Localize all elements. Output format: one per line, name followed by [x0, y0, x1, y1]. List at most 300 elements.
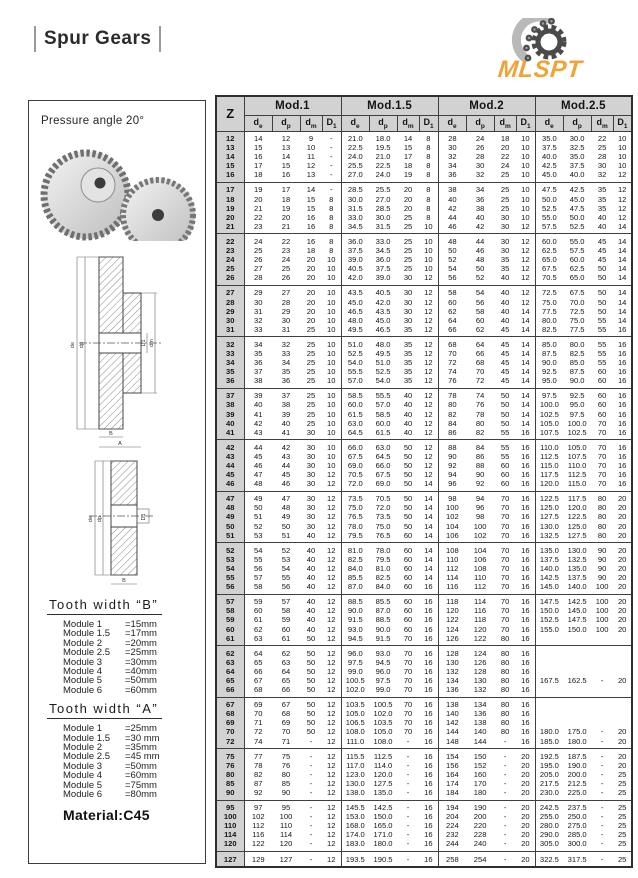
z-cell: 49	[216, 512, 244, 521]
value-cell: 40	[300, 594, 322, 606]
value-cell: 47	[254, 470, 263, 480]
value-cell: 65.0	[569, 273, 585, 283]
value-cell: 50	[500, 409, 510, 419]
value-cell: 30	[403, 315, 413, 325]
value-cell: 30	[306, 479, 316, 489]
value-cell: 184	[438, 788, 466, 800]
value-cell: 40.0	[535, 152, 563, 161]
value-cell: 87.5	[569, 367, 585, 377]
tooth-width-item: Module 1 =15mm	[63, 619, 157, 630]
value-cell: 24	[281, 255, 291, 265]
value-cell: 16	[521, 479, 530, 489]
value-cell: 80	[494, 697, 516, 709]
value-cell: 150.0	[567, 624, 587, 634]
value-cell: 82.5	[569, 348, 585, 358]
value-cell: 40	[306, 573, 316, 583]
value-cell: 15	[306, 203, 316, 213]
value-cell: 28	[438, 131, 466, 143]
value-cell: 82.5	[341, 555, 369, 564]
value-cell: 74	[466, 388, 494, 400]
z-cell: 120	[216, 839, 244, 851]
value-cell: 30	[494, 234, 516, 246]
value-cell: 67.5	[535, 264, 563, 273]
value-cell: 138	[473, 718, 487, 728]
value-cell: 16	[521, 470, 530, 480]
value-cell: 55	[500, 451, 510, 461]
z-cell: 65	[216, 676, 244, 685]
value-cell: 14	[521, 376, 530, 386]
value-cell: 58.5	[375, 409, 391, 419]
value-cell: 78	[438, 388, 466, 400]
value-cell: 135.0	[373, 788, 393, 797]
value-cell: 127.5	[535, 512, 563, 521]
value-cell: 76	[475, 400, 485, 410]
value-cell: -	[600, 769, 604, 779]
value-cell: 31.5	[375, 221, 391, 231]
value-cell: 145.5	[341, 800, 369, 812]
value-cell	[563, 709, 591, 718]
tooth-width-item: Module 2.5 =25mm	[63, 647, 157, 659]
value-cell: 92	[475, 479, 485, 489]
z-cell: 16	[216, 170, 244, 182]
value-cell: 52.5	[375, 367, 391, 377]
value-cell: 12	[419, 388, 438, 400]
value-cell: 183.0	[341, 839, 369, 851]
value-cell: 94	[438, 470, 466, 479]
value-cell: 45	[500, 358, 510, 368]
value-cell: 41	[254, 409, 263, 419]
value-cell: 12	[516, 285, 535, 297]
value-cell: 55	[597, 348, 607, 358]
value-cell: 80	[500, 727, 510, 737]
value-cell: 80	[500, 675, 510, 685]
value-cell: 25	[500, 170, 510, 180]
value-cell: 127.5	[567, 530, 587, 540]
value-cell: 13	[281, 143, 291, 153]
value-cell: 35	[500, 255, 510, 265]
value-cell: 43.5	[375, 306, 391, 316]
value-cell: 86	[438, 428, 466, 440]
value-cell: 170	[473, 778, 487, 788]
value-cell: 40	[300, 543, 322, 555]
value-cell: 67.5	[341, 452, 369, 461]
value-cell: 212.5	[567, 778, 587, 788]
value-cell: 35	[281, 367, 291, 377]
value-cell: 106.5	[341, 718, 369, 727]
value-cell: 90.0	[341, 606, 369, 615]
value-cell: -	[309, 830, 313, 840]
value-cell: 130.0	[563, 543, 591, 555]
value-cell: -	[503, 830, 507, 840]
value-cell: 130.0	[535, 522, 563, 531]
value-cell: 50	[306, 718, 316, 728]
value-cell	[535, 634, 563, 646]
value-cell: 102	[251, 812, 265, 822]
value-cell: 10	[424, 264, 433, 274]
z-cell: 51	[216, 531, 244, 543]
value-cell: 44	[438, 213, 466, 222]
value-cell: 99.0	[341, 667, 369, 676]
value-cell: 60	[597, 400, 607, 410]
value-cell: 12	[424, 297, 433, 307]
value-cell: 40	[403, 418, 413, 428]
value-cell: 46	[438, 222, 466, 234]
value-cell: 16	[300, 234, 322, 246]
value-cell: 85.0	[535, 337, 563, 349]
value-cell: -	[600, 788, 604, 797]
value-cell: 40	[281, 418, 291, 428]
sub-column-header: $d_p$	[369, 115, 397, 131]
value-cell: 20	[617, 530, 627, 540]
value-cell: 16	[521, 573, 530, 583]
value-cell: 36	[281, 376, 291, 386]
value-cell	[563, 658, 591, 667]
value-cell: 28	[475, 152, 485, 162]
value-cell: -	[503, 778, 507, 788]
value-cell: 242.5	[535, 800, 563, 812]
value-cell: 16	[516, 543, 535, 555]
value-cell: 33.0	[341, 213, 369, 222]
value-cell: 92.5	[563, 388, 591, 400]
value-cell: 16	[617, 451, 627, 461]
z-cell: 45	[216, 470, 244, 479]
value-cell: 19	[244, 182, 272, 194]
value-cell: 20	[521, 839, 530, 849]
value-cell: -	[330, 161, 333, 171]
value-cell: 12	[322, 749, 341, 761]
value-cell: 134	[438, 676, 466, 685]
value-cell: 20	[617, 512, 627, 522]
value-cell: 10	[521, 194, 530, 204]
table-row	[216, 491, 632, 503]
value-cell: 140.0	[535, 564, 563, 573]
value-cell: 16	[419, 594, 438, 606]
value-cell: 12	[327, 657, 336, 667]
value-cell: 14	[521, 367, 530, 377]
value-cell: 14	[424, 573, 433, 583]
value-cell: 62	[475, 324, 485, 334]
value-cell: 25.5	[369, 182, 397, 194]
value-cell: 75	[272, 749, 300, 761]
tooth-width-item: Module 4 =40mm	[63, 666, 157, 678]
value-cell: 10	[322, 285, 341, 297]
value-cell: 38	[254, 376, 263, 386]
value-cell: 12	[327, 573, 336, 583]
value-cell: 70	[500, 554, 510, 564]
value-cell: 12	[424, 348, 433, 358]
value-cell: 120.0	[373, 769, 393, 779]
value-cell: 128	[438, 646, 466, 658]
value-cell: 72	[475, 376, 485, 386]
value-cell: 96.0	[375, 666, 391, 676]
value-cell: 103.5	[373, 718, 393, 728]
value-cell: 290.0	[535, 830, 563, 839]
value-cell: 8	[329, 246, 334, 256]
value-cell: -	[503, 769, 507, 779]
table-row	[216, 337, 632, 349]
value-cell: 100.5	[341, 676, 369, 685]
value-cell: 42.0	[375, 297, 391, 307]
value-cell: 60	[597, 367, 607, 377]
value-cell: 12	[306, 161, 316, 171]
value-cell: 50	[254, 503, 263, 513]
title-right-bar	[159, 26, 161, 52]
value-cell: 70	[500, 512, 510, 522]
z-cell: 38	[216, 400, 244, 409]
table-row	[216, 440, 632, 452]
value-cell: 70	[475, 367, 485, 377]
value-cell	[613, 634, 632, 646]
value-cell: 20	[254, 194, 263, 204]
value-cell: 66	[281, 685, 291, 695]
value-cell: 25	[617, 769, 627, 779]
value-cell: 45.0	[569, 194, 585, 204]
value-cell: 25	[306, 400, 316, 410]
value-cell: 30	[306, 451, 316, 461]
value-cell: 142	[438, 718, 466, 727]
value-cell: 112.5	[567, 470, 587, 480]
value-cell: 10	[327, 409, 336, 419]
value-cell: 25	[397, 234, 419, 246]
value-cell: 25	[617, 778, 627, 788]
value-cell: 20	[617, 521, 627, 531]
value-cell: 132.5	[567, 554, 587, 564]
value-cell: 160	[473, 769, 487, 779]
value-cell: 33.0	[369, 234, 397, 246]
value-cell: -	[406, 736, 410, 746]
value-cell: 144	[438, 727, 466, 736]
value-cell: 16	[424, 788, 433, 797]
value-cell: 44	[466, 234, 494, 246]
value-cell: 12	[327, 582, 336, 592]
value-cell: 37.5	[535, 143, 563, 152]
value-cell: 12	[327, 675, 336, 685]
value-cell: 56	[254, 563, 263, 573]
value-cell: 36.0	[375, 255, 391, 265]
value-cell: 30	[306, 461, 316, 470]
value-cell: 24.0	[341, 152, 369, 161]
value-cell: 72	[254, 727, 263, 737]
value-cell: 14	[617, 306, 627, 316]
value-cell: 26	[281, 273, 291, 283]
value-cell: 16	[613, 440, 632, 452]
sub-column-header: $d_e$	[438, 115, 466, 131]
value-cell: 16	[617, 348, 627, 358]
value-cell: 10	[327, 315, 336, 325]
table-row	[216, 830, 632, 839]
value-cell: 114.0	[373, 760, 393, 770]
value-cell: 29	[244, 285, 272, 297]
value-cell: 90.0	[375, 624, 391, 634]
value-cell: 20	[516, 852, 535, 868]
value-cell: 70	[397, 697, 419, 709]
value-cell: -	[300, 852, 322, 868]
z-cell: 62	[216, 646, 244, 658]
value-cell: 155.0	[535, 625, 563, 634]
value-cell: 40.5	[341, 264, 369, 273]
value-cell: 124	[466, 646, 494, 658]
value-cell: 8	[426, 212, 431, 222]
value-cell: 70.5	[369, 491, 397, 503]
value-cell: 8	[329, 194, 334, 204]
value-cell: 45	[500, 376, 510, 386]
value-cell: 136	[473, 709, 487, 719]
value-cell: 16	[424, 675, 433, 685]
value-cell: 8	[426, 170, 431, 180]
value-cell: 60	[500, 461, 510, 470]
brand-logo	[490, 18, 590, 84]
value-cell: 16	[424, 709, 433, 719]
value-cell: 60	[500, 479, 510, 489]
value-cell: -	[309, 839, 313, 849]
value-cell: 70	[494, 491, 516, 503]
value-cell: 112.5	[535, 452, 563, 461]
value-cell: 190.5	[369, 852, 397, 868]
value-cell: 10	[327, 376, 336, 386]
value-cell: 80	[591, 491, 613, 503]
value-cell: 12	[327, 727, 336, 737]
value-cell: 53	[281, 554, 291, 564]
z-cell: 48	[216, 503, 244, 512]
value-cell: 142.5	[563, 594, 591, 606]
value-cell: 102.0	[373, 709, 393, 719]
table-row	[216, 273, 632, 285]
value-cell: 80	[500, 633, 510, 643]
value-cell: 42	[475, 221, 485, 231]
value-cell: 45.0	[341, 298, 369, 307]
z-cell: 29	[216, 307, 244, 316]
pressure-angle-label: Pressure angle 20°	[41, 115, 145, 127]
value-cell: -	[309, 778, 313, 788]
value-cell: 16	[617, 400, 627, 410]
value-cell: 20	[500, 143, 510, 153]
value-cell: -	[600, 675, 604, 685]
value-cell: 30	[306, 503, 316, 513]
value-cell: 45	[591, 234, 613, 246]
table-row	[216, 325, 632, 337]
value-cell: 60	[403, 530, 413, 540]
value-cell: 90	[597, 554, 607, 564]
tooth-width-item: Module 6 =80mm	[63, 789, 157, 801]
value-cell: 16	[617, 324, 627, 334]
value-cell: 12	[327, 554, 336, 564]
value-cell: 116	[474, 606, 487, 616]
z-cell: 26	[216, 273, 244, 285]
value-cell: 50.0	[569, 212, 585, 222]
value-cell: 48.0	[369, 337, 397, 349]
value-cell: -	[503, 812, 507, 822]
value-cell: 14	[424, 512, 433, 522]
value-cell: 60	[403, 624, 413, 634]
table-row	[216, 667, 632, 676]
value-cell: 76	[281, 760, 291, 770]
value-cell: 12	[521, 255, 530, 265]
table-row	[216, 573, 632, 582]
value-cell: 55.5	[341, 367, 369, 376]
value-cell: 50	[500, 418, 510, 428]
value-cell: -	[600, 736, 604, 746]
value-cell: 116	[252, 830, 265, 840]
value-cell: 10	[617, 143, 627, 153]
value-cell: 28.5	[375, 203, 391, 213]
value-cell: 25	[281, 264, 291, 274]
z-cell: 39	[216, 410, 244, 419]
value-cell: 16	[424, 657, 433, 667]
value-cell	[613, 685, 632, 697]
z-cell: 14	[216, 152, 244, 161]
value-cell: 70	[254, 709, 263, 719]
value-cell: 126	[473, 657, 487, 667]
value-cell: 10	[322, 440, 341, 452]
value-cell: 87.0	[375, 606, 391, 616]
value-cell: 70	[397, 646, 419, 658]
table-row	[216, 410, 632, 419]
value-cell: 25	[403, 221, 413, 231]
value-cell: 63	[254, 633, 263, 643]
value-cell: 147.5	[535, 594, 563, 606]
value-cell: 20	[516, 749, 535, 761]
value-cell	[613, 709, 632, 718]
value-cell: 102.5	[535, 410, 563, 419]
value-cell: 14	[617, 264, 627, 274]
tooth-width-b-title: Tooth width “B”	[47, 597, 162, 615]
value-cell: 10	[516, 182, 535, 194]
value-cell: 16	[516, 440, 535, 452]
value-cell: 14	[419, 543, 438, 555]
value-cell: 33	[254, 324, 263, 334]
value-cell: 49	[281, 512, 291, 522]
value-cell: 180.0	[535, 727, 563, 736]
value-cell: 127	[272, 852, 300, 868]
z-cell: 20	[216, 213, 244, 222]
value-cell: 25	[403, 255, 413, 265]
value-cell: 40	[597, 221, 607, 231]
value-cell: 16	[424, 821, 433, 831]
value-cell: 25	[300, 337, 322, 349]
value-cell: 116	[438, 582, 466, 594]
value-cell: 10	[327, 273, 336, 283]
value-cell: 20	[281, 212, 291, 222]
value-cell: 50	[306, 727, 316, 737]
table-row	[216, 770, 632, 779]
value-cell: 61.5	[375, 427, 391, 437]
value-cell: 123.0	[341, 770, 369, 779]
value-cell: -	[503, 788, 507, 797]
value-cell: 44	[244, 440, 272, 452]
value-cell: 25	[617, 839, 627, 849]
value-cell: 10	[424, 221, 433, 231]
tooth-width-item: Module 2 =20mm	[63, 637, 157, 649]
value-cell: 20	[306, 255, 316, 265]
z-cell: 59	[216, 615, 244, 624]
value-cell: 34.5	[341, 222, 369, 234]
value-cell: 14	[424, 503, 433, 513]
value-cell: 12	[272, 131, 300, 143]
value-cell: 52	[254, 521, 263, 531]
z-cell: 31	[216, 325, 244, 337]
value-cell: 46	[281, 479, 291, 489]
value-cell: -	[406, 778, 410, 788]
value-cell: 70	[500, 563, 510, 573]
value-cell: 85.5	[341, 573, 369, 582]
value-cell: 16	[281, 170, 291, 180]
value-cell: 45.0	[375, 315, 391, 325]
value-cell: 16	[521, 736, 530, 746]
value-cell: 100	[473, 521, 487, 531]
tooth-width-item: Module 1.5 =30 mm	[63, 732, 160, 744]
value-cell: 61.5	[341, 410, 369, 419]
value-cell: 16	[424, 727, 433, 737]
